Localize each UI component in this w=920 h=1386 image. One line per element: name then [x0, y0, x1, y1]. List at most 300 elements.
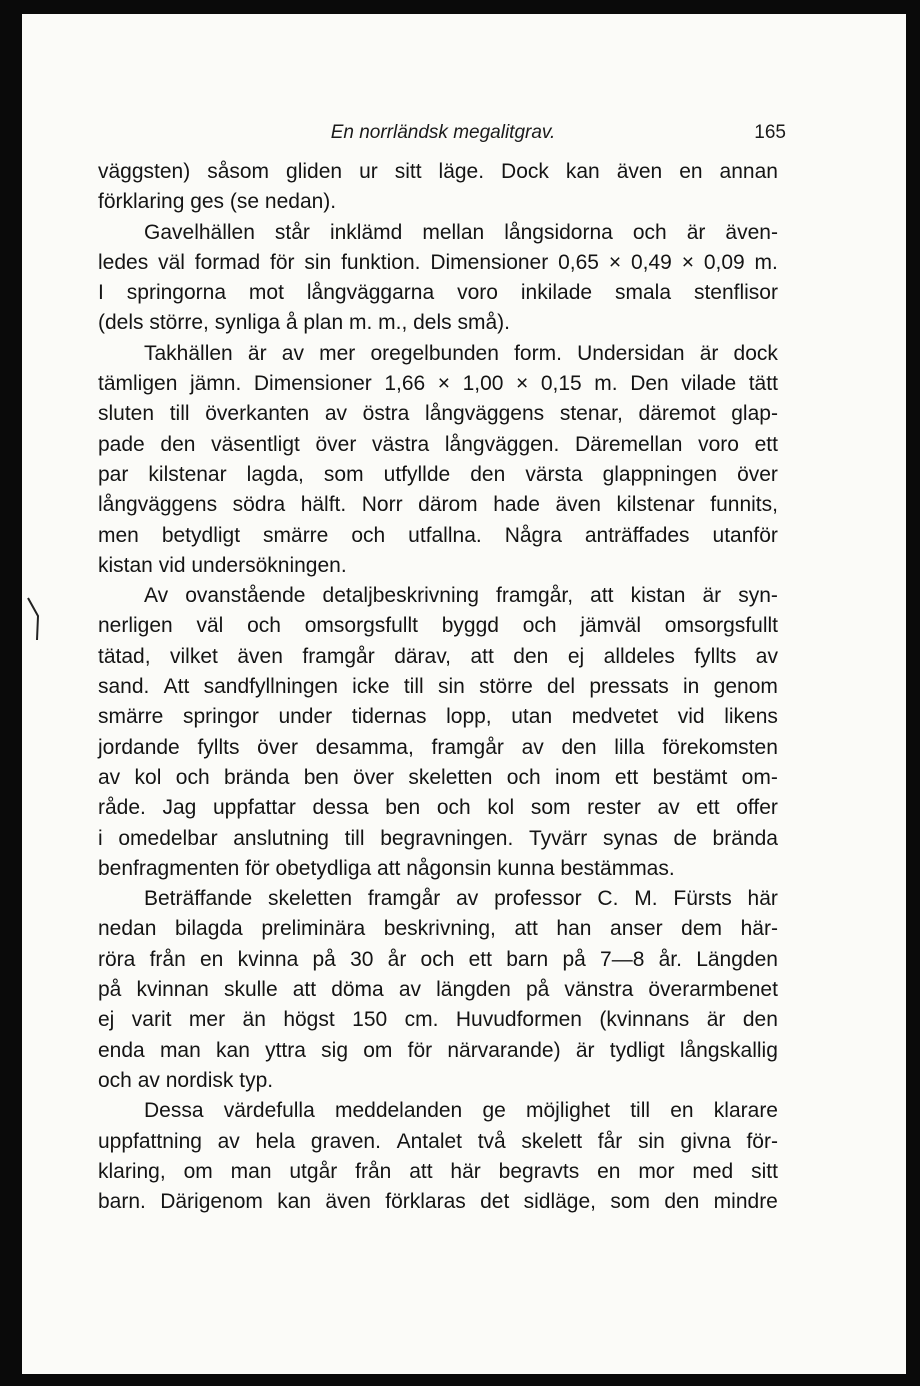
word: här — [747, 887, 778, 911]
word: med — [692, 1159, 734, 1183]
word: cm. — [404, 1008, 439, 1032]
word: värsta — [525, 462, 583, 486]
word: högst — [283, 1008, 335, 1032]
text-line — [98, 581, 778, 611]
word: år — [387, 947, 407, 971]
word: långväggens — [425, 402, 545, 426]
word: en — [670, 1099, 694, 1123]
word: Tyvärr — [528, 826, 588, 850]
text-line — [98, 884, 778, 914]
word: Den — [630, 372, 669, 396]
word: utgår — [289, 1159, 338, 1183]
word: röra — [98, 947, 136, 971]
word: överkanten — [205, 402, 310, 426]
word: får — [597, 1129, 623, 1153]
margin-mark-icon — [26, 594, 40, 644]
word: från — [149, 947, 186, 971]
text-line — [98, 369, 778, 399]
word: därom — [418, 493, 478, 517]
word: möjlighet — [525, 1099, 611, 1123]
word: för — [407, 1038, 433, 1062]
word: överarmbenet — [648, 978, 778, 1002]
word: vilade — [681, 372, 737, 396]
word: mindre — [713, 1190, 778, 1214]
word: anslutning — [233, 826, 329, 850]
word: × — [437, 372, 451, 396]
word: kilstenar — [616, 493, 695, 517]
text-line — [98, 551, 778, 581]
text-line — [98, 914, 778, 944]
word: såsom — [207, 160, 270, 183]
word: den — [561, 735, 597, 759]
word: 150 — [352, 1008, 388, 1032]
word: sluten — [98, 402, 155, 426]
word: voro — [698, 432, 739, 456]
word: × — [608, 250, 622, 274]
word: mor — [638, 1159, 675, 1183]
text-line — [98, 1036, 778, 1066]
text-line — [98, 521, 778, 551]
word: ledes — [98, 250, 149, 274]
word: nedan — [98, 917, 157, 941]
word: år. — [658, 947, 682, 971]
word: läge. — [438, 160, 485, 183]
word: bestämt — [652, 765, 728, 789]
word: detaljbeskrivning — [322, 584, 479, 608]
word: hade — [493, 493, 540, 517]
text-line — [98, 308, 778, 338]
word: lagda, — [246, 462, 304, 486]
word: som — [323, 462, 364, 486]
word: klaring, — [98, 1159, 166, 1183]
word: han — [556, 917, 592, 941]
word: av — [456, 887, 479, 911]
word: om — [363, 1038, 393, 1062]
text-line-content: benfragmenten för obetydliga att någonsin kunna bestämmas. — [98, 856, 675, 880]
word: tidernas — [351, 705, 427, 729]
word: yttra — [265, 1038, 306, 1062]
word: dem — [681, 917, 723, 941]
text-line — [98, 824, 778, 854]
word: begravningen. — [380, 826, 514, 850]
text-line — [98, 611, 778, 641]
word: desamma, — [315, 735, 414, 759]
word: vänstra — [564, 978, 634, 1002]
word: ett — [754, 432, 778, 456]
word: för- — [746, 1129, 778, 1153]
word: av — [281, 341, 304, 365]
word: smärre — [98, 705, 164, 729]
word: är — [686, 220, 706, 244]
word: om — [183, 1159, 213, 1183]
word: rester — [587, 796, 641, 820]
word: springorna — [126, 281, 226, 305]
word: mer — [188, 1008, 226, 1032]
word: fyllts — [197, 735, 240, 759]
word: om- — [741, 765, 778, 789]
word: är — [702, 584, 722, 608]
word: 0,09 — [703, 250, 745, 274]
text-line — [98, 339, 778, 369]
word: Jag — [162, 796, 197, 820]
word: Huvudformen — [455, 1008, 582, 1032]
word: graven. — [310, 1129, 381, 1153]
word: tydligt — [609, 1038, 665, 1062]
word: klarare — [713, 1099, 778, 1123]
word: de — [673, 826, 697, 850]
word: långväggen. — [444, 432, 560, 456]
word: omsorgsfullt — [664, 614, 778, 638]
word: professor — [494, 887, 582, 911]
word: den — [470, 462, 506, 486]
word: begravts — [498, 1159, 580, 1183]
word: ovanstående — [185, 584, 306, 608]
word: är — [706, 1008, 726, 1032]
word: döma — [331, 978, 384, 1002]
word: till — [169, 402, 190, 426]
word: av — [217, 1129, 240, 1153]
word: ej — [98, 1008, 115, 1032]
word: stenar, — [559, 402, 623, 426]
word: stenflisor — [693, 281, 778, 305]
word: in — [683, 675, 700, 699]
word: att — [470, 644, 494, 668]
word: två — [477, 1129, 506, 1153]
word: sitt — [751, 1159, 778, 1183]
word: m. — [594, 372, 618, 396]
word: smala — [614, 281, 672, 305]
word: därav, — [394, 644, 451, 668]
text-line — [98, 975, 778, 1005]
word: voro — [457, 281, 498, 305]
word: lopp, — [446, 705, 492, 729]
word: och — [351, 523, 386, 547]
word: mot — [248, 281, 284, 305]
word: man — [159, 1038, 201, 1062]
word: som — [530, 796, 571, 820]
word: Av — [144, 584, 169, 608]
word: Norr — [361, 493, 403, 517]
word: × — [681, 250, 694, 274]
text-line — [98, 793, 778, 823]
word: utfyllde — [383, 462, 451, 486]
word: även — [555, 493, 601, 517]
book-page — [22, 14, 906, 1374]
word: över — [257, 735, 299, 759]
word: (kvinnans — [599, 1008, 690, 1032]
word: jämn. — [189, 372, 242, 396]
word: byggd — [441, 614, 499, 638]
word: Undersidan — [577, 341, 685, 365]
word: och — [506, 765, 541, 789]
word: till — [630, 1099, 651, 1123]
word: väggsten) — [98, 160, 191, 183]
word: över — [737, 462, 778, 486]
word: men — [98, 523, 139, 547]
word: uppfattar — [212, 796, 296, 820]
word: en — [679, 160, 703, 183]
word: ett — [614, 765, 639, 789]
word: par — [98, 462, 129, 486]
word: funnits, — [710, 493, 778, 517]
word: sin — [304, 250, 332, 274]
word: givna — [680, 1129, 731, 1153]
word: mellan — [422, 220, 485, 244]
word: än — [242, 1008, 266, 1032]
word: kistan — [630, 584, 686, 608]
text-line — [98, 430, 778, 460]
word: även — [616, 160, 663, 183]
word: ben — [385, 796, 421, 820]
word: ge — [482, 1099, 506, 1123]
word: framgår — [367, 887, 441, 911]
word: över — [315, 432, 357, 456]
word: förklaras — [385, 1190, 466, 1214]
word: kan — [565, 160, 600, 183]
text-line-content: och av nordisk typ. — [98, 1068, 274, 1092]
word: medvetet — [571, 705, 659, 729]
word: framgår — [302, 644, 375, 668]
word: även — [237, 644, 283, 668]
word: brända — [223, 765, 290, 789]
word: väsentligt — [211, 432, 300, 456]
word: det — [480, 1190, 510, 1214]
word: väl — [158, 250, 185, 274]
word: kan — [277, 1190, 312, 1214]
word: varit — [131, 1008, 172, 1032]
word: springor — [182, 705, 259, 729]
word: C. — [597, 887, 619, 911]
word: kol — [487, 796, 515, 820]
word: Dessa — [144, 1099, 204, 1123]
word: en — [199, 947, 224, 971]
word: kvinnan — [136, 978, 209, 1002]
word: vilket — [170, 644, 218, 668]
word: skulle — [223, 978, 278, 1002]
text-line-content: förklaring ges (se nedan). — [98, 190, 337, 214]
word: är — [575, 1038, 595, 1062]
word: vid — [677, 705, 705, 729]
word: och — [522, 614, 557, 638]
text-line — [98, 733, 778, 763]
text-line — [98, 278, 778, 308]
word: här — [450, 1159, 481, 1183]
word: Dock — [501, 160, 549, 183]
word: Några — [504, 523, 562, 547]
word: sin — [437, 675, 465, 699]
word: och — [247, 614, 281, 638]
word: betydligt — [161, 523, 241, 547]
word: på — [98, 978, 122, 1002]
word: är — [247, 341, 267, 365]
word: står — [274, 220, 310, 244]
word: sandfyllningen — [203, 675, 338, 699]
word: synas — [602, 826, 658, 850]
running-title: En norrländsk megalitgrav. — [330, 122, 556, 143]
text-line — [98, 460, 778, 490]
word: Dimensioner — [430, 250, 549, 274]
text-line — [98, 702, 778, 732]
word: av — [398, 978, 421, 1002]
word: av — [657, 796, 680, 820]
body-text — [98, 157, 778, 1217]
word: däremot — [638, 402, 716, 426]
word: 0,15 — [540, 372, 582, 396]
word: ben — [303, 765, 339, 789]
word: på — [525, 978, 550, 1002]
word: annan — [719, 160, 778, 183]
word: av — [98, 765, 121, 789]
word: inklämd — [329, 220, 403, 244]
word: väl — [196, 614, 224, 638]
word: av — [755, 644, 778, 668]
text-line — [98, 218, 778, 248]
word: långsidorna — [504, 220, 613, 244]
word: att — [514, 917, 538, 941]
word: den — [160, 432, 196, 456]
word: som — [610, 1190, 650, 1214]
word: man — [230, 1159, 272, 1183]
page-number: 165 — [754, 122, 786, 143]
word: skelett — [521, 1129, 583, 1153]
word: och — [632, 220, 667, 244]
word: kol — [134, 765, 162, 789]
word: tämligen — [98, 372, 178, 396]
word: gliden — [286, 160, 343, 183]
word: utanför — [712, 523, 778, 547]
word: oregelbunden — [370, 341, 499, 365]
word: 0,49 — [630, 250, 672, 274]
text-line-content: (dels större, synliga å plan m. m., dels små). — [98, 311, 510, 335]
text-line — [98, 672, 778, 702]
word: skeletten — [408, 765, 493, 789]
word: ur — [359, 160, 378, 183]
word: uppfattning — [98, 1129, 202, 1153]
word: inkilade — [520, 281, 593, 305]
word: likens — [724, 705, 778, 729]
word: en — [597, 1159, 621, 1183]
word: den — [742, 1008, 778, 1032]
word: ej — [567, 644, 585, 668]
word: meddelanden — [334, 1099, 463, 1123]
word: syn- — [738, 584, 778, 608]
text-line — [98, 1157, 778, 1187]
word: sidläge, — [523, 1190, 596, 1214]
word: att — [409, 1159, 433, 1183]
word: långskallig — [679, 1038, 778, 1062]
word: smärre — [263, 523, 329, 547]
word: anträffades — [584, 523, 690, 547]
text-line — [98, 1096, 778, 1126]
text-line — [98, 1127, 778, 1157]
word: jämväl — [580, 614, 642, 638]
word: och — [436, 796, 471, 820]
word: här- — [740, 917, 778, 941]
word: till — [344, 826, 365, 850]
text-line — [98, 490, 778, 520]
text-line-content: kistan vid undersökningen. — [98, 553, 347, 577]
word: även — [325, 1190, 371, 1214]
word: 1,66 — [384, 372, 426, 396]
word: sitt — [394, 160, 422, 183]
word: utan — [511, 705, 553, 729]
word: närvarande) — [447, 1038, 561, 1062]
word: I — [98, 281, 104, 305]
word: omedelbar — [118, 826, 218, 850]
word: för — [270, 250, 295, 274]
word: förekomsten — [662, 735, 778, 759]
word: kan — [216, 1038, 250, 1062]
word: formad — [194, 250, 261, 274]
text-line — [98, 248, 778, 278]
word: framgår — [431, 735, 504, 759]
word: framgår, — [496, 584, 574, 608]
word: nerligen — [98, 614, 173, 638]
word: 1,00 — [462, 372, 504, 396]
text-line — [98, 642, 778, 672]
text-line — [98, 187, 778, 217]
word: skeletten — [268, 887, 353, 911]
word: fyllts — [694, 644, 737, 668]
word: Gavelhällen — [144, 220, 255, 244]
word: del — [547, 675, 576, 699]
word: längden — [436, 978, 511, 1002]
text-line — [98, 854, 778, 884]
word: lilla — [614, 735, 645, 759]
word: inom — [555, 765, 601, 789]
text-line — [98, 1187, 778, 1217]
word: ett — [468, 947, 492, 971]
word: den — [664, 1190, 700, 1214]
word: att — [590, 584, 614, 608]
word: bilagda — [175, 917, 243, 941]
word: brända — [712, 826, 778, 850]
word: icke — [352, 675, 390, 699]
word: dessa — [312, 796, 369, 820]
word: 0,65 — [558, 250, 599, 274]
word: att — [292, 978, 317, 1002]
word: kilstenar — [148, 462, 227, 486]
word: m. — [754, 250, 778, 274]
word: hela — [255, 1129, 296, 1153]
word: anser — [610, 917, 663, 941]
word: pade — [98, 432, 145, 456]
word: Därigenom — [160, 1190, 263, 1214]
word: preliminära — [261, 917, 366, 941]
word: alldeles — [603, 644, 675, 668]
word: sig — [321, 1038, 349, 1062]
word: under — [278, 705, 333, 729]
word: av — [324, 402, 347, 426]
word: sin — [638, 1129, 665, 1153]
word: Att — [163, 675, 190, 699]
word: 30 — [350, 947, 374, 971]
word: genom — [713, 675, 778, 699]
word: och — [175, 765, 210, 789]
word: dock — [733, 341, 778, 365]
word: M. — [634, 887, 658, 911]
word: Fürsts — [673, 887, 732, 911]
word: Takhällen — [144, 341, 233, 365]
word: enda — [98, 1038, 145, 1062]
word: 7—8 — [600, 947, 645, 971]
word: långväggarna — [306, 281, 435, 305]
word: hälft. — [300, 493, 347, 517]
text-line — [98, 399, 778, 429]
word: omsorgsfullt — [304, 614, 418, 638]
word: tätt — [748, 372, 778, 396]
word: av — [521, 735, 544, 759]
